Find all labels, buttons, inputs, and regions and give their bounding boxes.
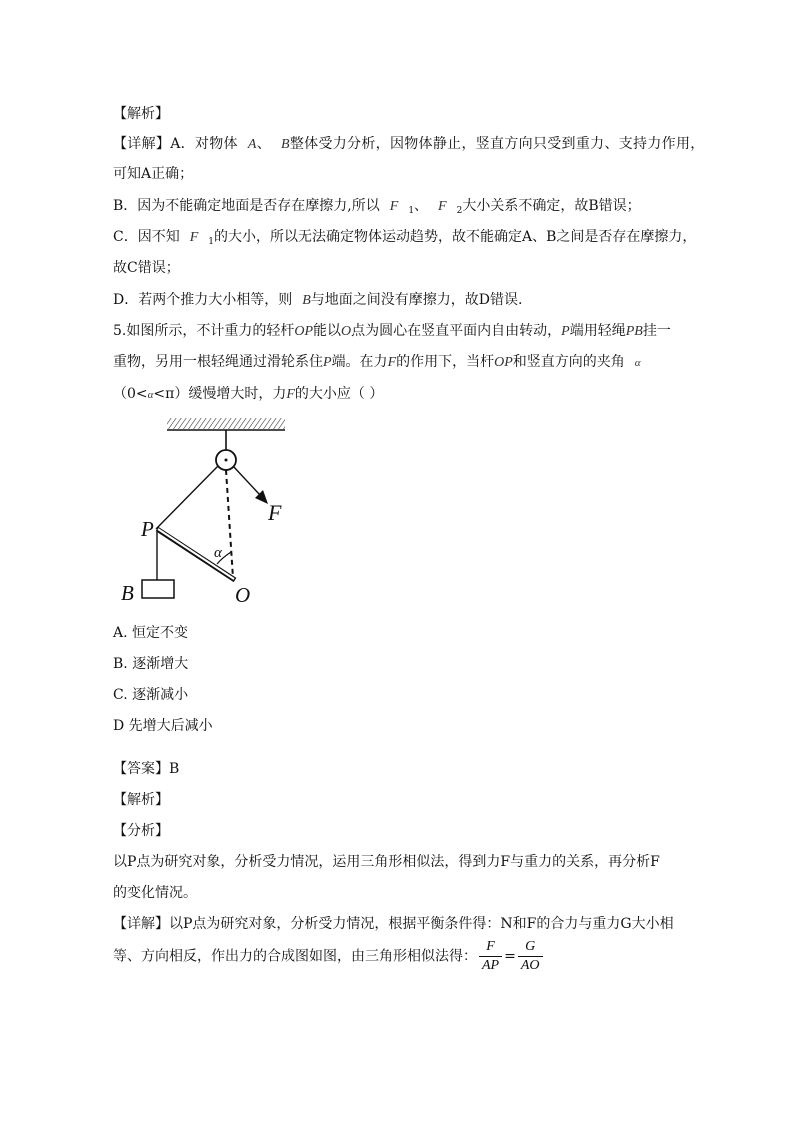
italic-var: F (389, 199, 399, 214)
text-seg: <π）缓慢增大时，力 (153, 386, 287, 402)
text-seg: 、 (414, 198, 429, 214)
italic-var: OP (494, 355, 513, 370)
answer-detail-line-2 (113, 938, 545, 975)
equals-sign: = (504, 948, 516, 965)
text-seg: 的大小应（ ） (294, 386, 384, 402)
text-seg: 的大小，所以无法确定物体运动趋势，故不能确定A、B之间是否存在摩擦力， (214, 229, 697, 245)
fraction-g-ao (518, 938, 543, 975)
fenxi-heading: 【分析】 (113, 823, 169, 839)
subscript: 1 (208, 237, 215, 247)
option-a: A. 恒定不变 (113, 625, 189, 641)
text-seg: D．若两个推力大小相等，则 (113, 292, 293, 308)
italic-var: F (387, 355, 397, 370)
italic-var: α (147, 389, 154, 401)
text-seg: 、 (256, 136, 271, 152)
text-seg: A．对物体 (170, 136, 238, 152)
text-seg: 端用轻绳 (569, 323, 626, 339)
option-b: B. 逐渐增大 (113, 656, 189, 672)
subscript: 1 (408, 206, 415, 216)
answer-line (113, 760, 179, 778)
dashed-vertical (226, 470, 233, 578)
rope-to-f (233, 466, 260, 495)
answer-detail-line-1 (113, 915, 674, 933)
text-seg: C．因不知 (113, 229, 180, 245)
italic-var: OP (294, 324, 314, 339)
fraction-denominator: AP (482, 958, 500, 973)
analysis-heading: 【解析】 (113, 106, 169, 122)
answer-analysis-heading: 【解析】 (113, 792, 169, 808)
fenxi-line-2: 的变化情况。 (113, 885, 197, 901)
text-seg: B．因为不能确定地面是否存在摩擦力,所以 (113, 198, 380, 214)
label-f: F (268, 500, 282, 525)
label-b: B (121, 581, 134, 605)
fraction-denominator: AO (520, 958, 540, 973)
physics-figure (110, 412, 310, 612)
text-seg: 等、方向相反，作出力的合成图如图，由三角形相似法得： (113, 948, 477, 965)
italic-var: α (634, 357, 641, 369)
text-seg: 的作用下，当杆 (396, 354, 495, 370)
block-b (142, 580, 174, 598)
label-alpha: α (214, 545, 222, 561)
detail-line-2: 可知A正确； (113, 166, 194, 182)
fraction-numerator: F (479, 938, 502, 957)
pulley-axle (225, 459, 228, 462)
detail-tag: 【详解】 (113, 916, 169, 932)
ceiling-hatch (167, 418, 285, 429)
italic-var: F (189, 230, 199, 245)
subscript: 2 (456, 206, 463, 216)
text-seg: 重物，另用一根轻绳通过滑轮系住 (113, 354, 323, 370)
detail-tag: 【详解】 (113, 136, 171, 152)
text-seg: 挂一 (642, 323, 671, 339)
italic-var: P (561, 324, 570, 339)
text-seg: 与地面之间没有摩擦力，故D错误. (310, 292, 523, 308)
rope-pulley-to-p (156, 466, 218, 529)
italic-var: B (302, 293, 311, 308)
fenxi-line-1: 以P点为研究对象，分析受力情况，运用三角形相似法，得到力F与重力的关系，再分析F (113, 854, 660, 870)
option-c: C. 逐渐减小 (113, 687, 189, 703)
option-d: D 先增大后减小 (113, 718, 213, 734)
text-seg: 能以 (313, 323, 342, 339)
question-line-3 (113, 385, 383, 404)
fraction-numerator: G (518, 938, 543, 957)
detail-line-4 (113, 228, 696, 251)
text-seg: （0< (113, 386, 148, 402)
label-p: P (141, 517, 154, 541)
fraction-f-ap (479, 938, 502, 975)
question-line-1 (113, 322, 671, 341)
text-seg: 端。在力 (331, 354, 388, 370)
answer-value: B (169, 761, 180, 777)
text-seg: 以P点为研究对象，分析受力情况，根据平衡条件得：N和F的合力与重力G大小相 (169, 916, 674, 932)
question-line-2 (113, 353, 641, 372)
italic-var: PB (625, 324, 643, 339)
detail-line-1 (113, 135, 705, 154)
text-seg: 点为圆心在竖直平面内自由转动， (351, 323, 562, 339)
italic-var: B (281, 137, 290, 152)
detail-line-3 (113, 197, 641, 220)
rod-op-inner (158, 529, 234, 579)
italic-var: P (323, 355, 332, 370)
italic-var: O (341, 324, 352, 339)
text-seg: 整体受力分析，因物体静止，竖直方向只受到重力、支持力作用， (289, 136, 705, 152)
answer-tag: 【答案】 (113, 761, 169, 777)
text-seg: 大小关系不确定，故B错误； (462, 198, 641, 214)
detail-line-5: 故C错误； (113, 260, 180, 276)
italic-var: F (286, 387, 295, 402)
text-seg: 和竖直方向的夹角 (512, 354, 625, 370)
label-o: O (235, 583, 251, 607)
detail-line-6 (113, 291, 522, 310)
text-seg: 5.如图所示，不计重力的轻杆 (113, 323, 295, 339)
italic-var: A (247, 137, 257, 152)
italic-var: F (438, 199, 447, 214)
